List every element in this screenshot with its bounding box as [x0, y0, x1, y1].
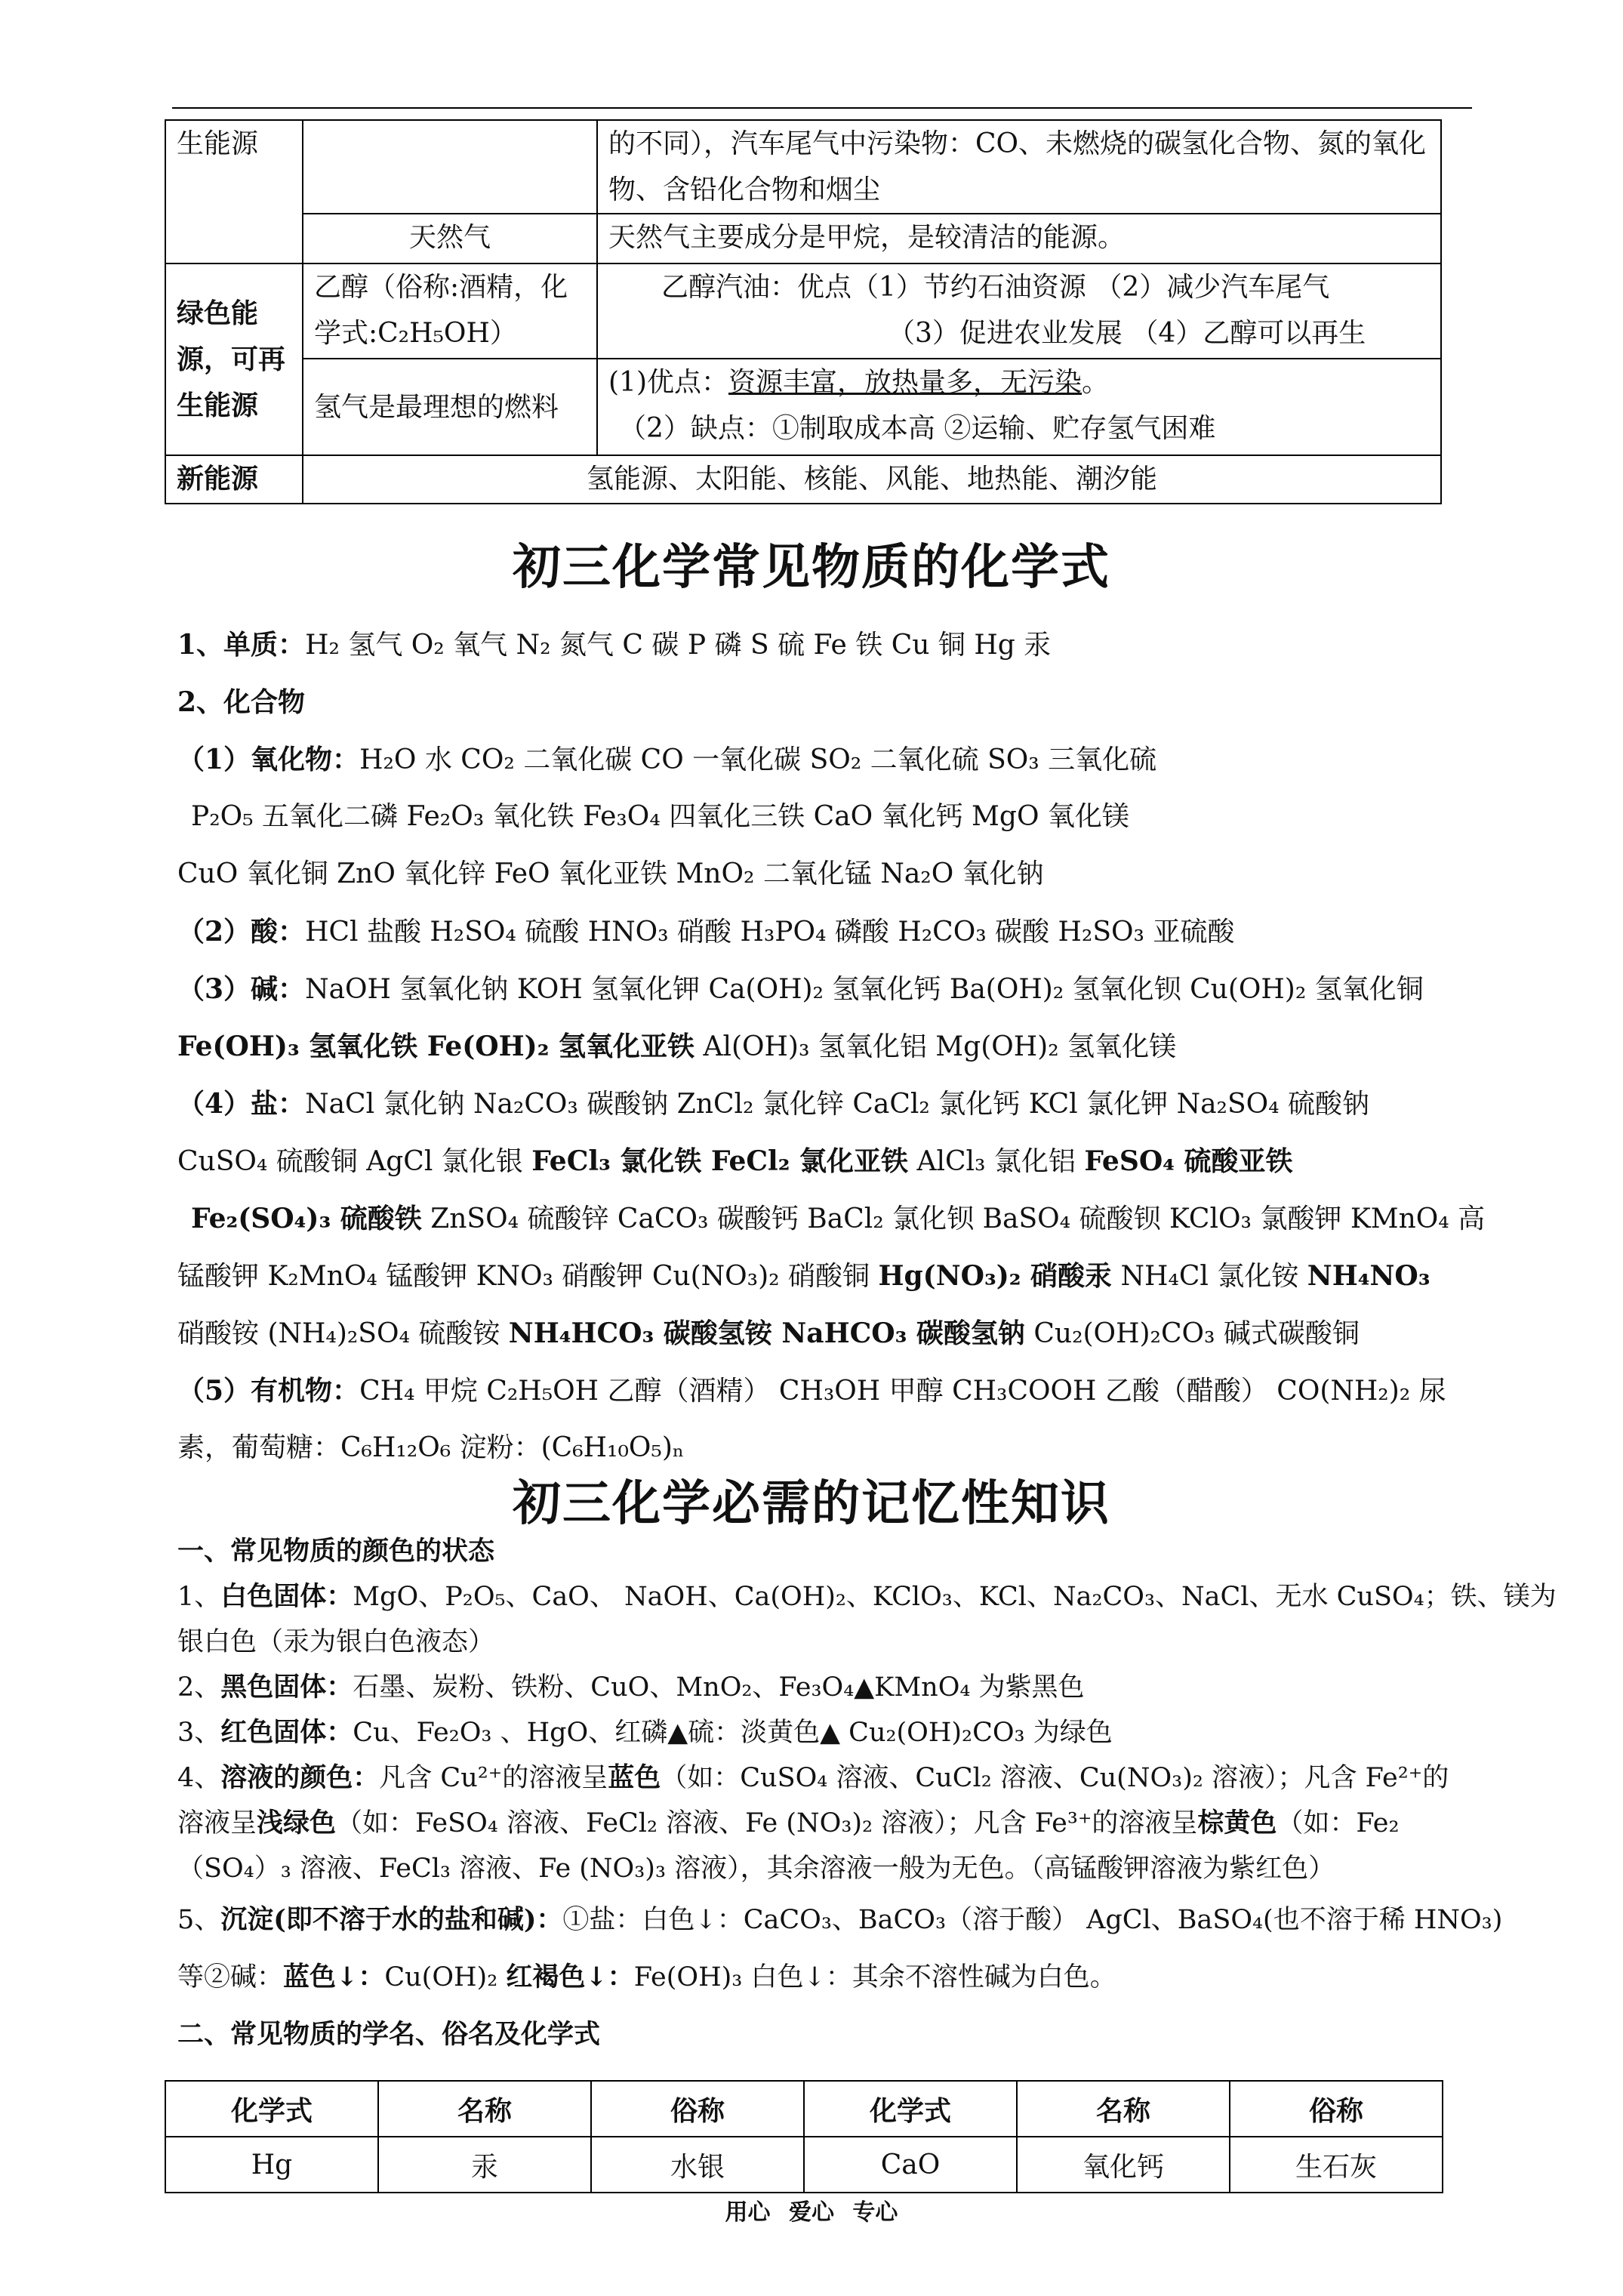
- names-table-cell: 汞: [378, 2137, 591, 2193]
- energy-description-cell: [597, 214, 1441, 264]
- formula-emphasis: Fe₂(SO₄)₃ 硫酸铁: [191, 1203, 422, 1234]
- memory-subheading: 一、常见物质的颜色的状态: [177, 1536, 495, 1567]
- names-table-cell: CaO: [804, 2137, 1017, 2193]
- formula-label: （5）有机物：: [177, 1375, 360, 1407]
- energy-source-label: 氢气是最理想的燃料: [314, 391, 559, 423]
- energy-source-cell: [303, 264, 597, 359]
- formula-line: [177, 616, 1476, 673]
- memory-line: [177, 1891, 1503, 1949]
- hydrogen-advantages-underlined: 资源丰富，放热量多，无污染: [728, 367, 1083, 398]
- memory-text: 石墨、炭粉、铁粉、CuO、MnO₂、Fe₃O₄▲KMnO₄ 为紫黑色: [353, 1672, 1085, 1703]
- table-row: [165, 2137, 1443, 2193]
- formula-emphasis: NH₄HCO₃ 碳酸氢铵 NaHCO₃ 碳酸氢钠: [508, 1318, 1025, 1349]
- formula-label: （1）氧化物：: [177, 744, 360, 775]
- memory-label: 黑色固体：: [220, 1672, 353, 1703]
- formula-label: （4）盐：: [177, 1088, 306, 1120]
- energy-category-label: 绿色能源，可再生能源: [177, 297, 286, 421]
- energy-source-label: 天然气: [408, 222, 491, 253]
- energy-table: [165, 119, 1442, 504]
- memory-text: 等②碱：: [177, 1962, 284, 1992]
- memory-number: 4、: [177, 1763, 221, 1793]
- formula-line: CuO 氧化铜 ZnO 氧化锌 FeO 氧化亚铁 MnO₂ 二氧化锰 Na₂O 氧化钠: [177, 858, 1044, 889]
- energy-description-cell: [597, 120, 1441, 214]
- memory-number: 5、: [177, 1905, 221, 1935]
- formula-line: [177, 1018, 1476, 1075]
- memory-subheading: 二、常见物质的学名、俗名及化学式: [177, 2019, 601, 2050]
- formula-line: [177, 1247, 1476, 1305]
- formula-line: [177, 731, 1476, 788]
- formula-emphasis: FeCl₃ 氯化铁 FeCl₂ 氯化亚铁: [531, 1145, 908, 1177]
- formula-line: [177, 1190, 1486, 1247]
- formula-text: 锰酸钾 K₂MnO₄ 锰酸钾 KNO₃ 硝酸钾 Cu(NO₃)₂ 硝酸铜: [177, 1261, 879, 1292]
- formula-text: AlCl₃ 氯化铝: [908, 1146, 1085, 1177]
- memory-label: 白色固体：: [220, 1581, 353, 1612]
- memory-line: [177, 1755, 1476, 1801]
- memory-text: Cu(OH)₂: [384, 1962, 507, 1992]
- formula-line: [177, 903, 1476, 960]
- energy-description-cell: [597, 264, 1441, 359]
- ethanol-advantages-line1: 乙醇汽油：优点（1）节约石油资源 （2）减少汽车尾气: [661, 272, 1330, 303]
- memory-label: 溶液的颜色：: [220, 1762, 380, 1793]
- energy-source-cell: [303, 214, 597, 264]
- names-table-cell: Hg: [165, 2137, 378, 2193]
- memory-line: [177, 1665, 1476, 1710]
- memory-emphasis: 浅绿色: [257, 1808, 337, 1838]
- memory-text: MgO、P₂O₅、CaO、 NaOH、Ca(OH)₂、KClO₃、KCl、Na₂CO₃、NaCl、无水 CuSO₄；铁、镁为: [353, 1582, 1557, 1612]
- names-table-cell: 水银: [591, 2137, 804, 2193]
- names-table-header-cell: 俗称: [591, 2081, 804, 2137]
- energy-description-cell: [597, 359, 1441, 455]
- formula-subheading: 2、化合物: [177, 686, 306, 718]
- memory-line: [177, 1710, 1476, 1755]
- names-table-cell: 氧化钙: [1017, 2137, 1230, 2193]
- ethanol-advantages-line2: （3）促进农业发展 （4）乙醇可以再生: [888, 318, 1366, 349]
- formula-text: Cu₂(OH)₂CO₃ 碱式碳酸铜: [1024, 1318, 1360, 1349]
- memory-number: 2、: [177, 1672, 221, 1703]
- hydrogen-advantages-suffix: 。: [1082, 367, 1110, 398]
- hydrogen-advantages-prefix: (1)优点：: [608, 367, 728, 398]
- page-footer: 用心 爱心 专心: [725, 2199, 898, 2226]
- formula-line: [177, 1075, 1476, 1133]
- memory-text: ①盐：白色↓：CaCO₃、BaCO₃（溶于酸） AgCl、BaSO₄(也不溶于稀 HNO₃): [562, 1905, 1503, 1935]
- memory-line: （SO₄）₃ 溶液、FeCl₃ 溶液、Fe (NO₃)₃ 溶液），其余溶液一般为无色。（高锰酸钾溶液为紫红色）: [177, 1854, 1335, 1884]
- memory-number: 3、: [177, 1718, 221, 1748]
- hydrogen-disadvantages-line: （2）缺点：①制取成本高 ②运输、贮存氢气困难: [619, 413, 1216, 444]
- formula-line: [177, 1133, 1476, 1190]
- energy-source-cell: [303, 359, 597, 455]
- energy-category-label: 新能源: [177, 463, 259, 495]
- energy-source-cell-empty: [303, 120, 597, 214]
- formula-label: 1、单质：: [177, 629, 306, 661]
- names-table-header-cell: 名称: [1017, 2081, 1230, 2137]
- memory-line: [177, 1949, 1476, 2006]
- formula-text: HCl 盐酸 H₂SO₄ 硫酸 HNO₃ 硝酸 H₃PO₄ 磷酸 H₂CO₃ 碳酸 H₂SO₃ 亚硫酸: [305, 917, 1235, 948]
- formula-text: H₂ 氢气 O₂ 氧气 N₂ 氮气 C 碳 P 磷 S 硫 Fe 铁 Cu 铜 Hg 汞: [305, 630, 1052, 661]
- names-table-header-cell: 俗称: [1230, 2081, 1443, 2137]
- formula-text: 硝酸铵 (NH₄)₂SO₄ 硫酸铵: [177, 1318, 509, 1349]
- names-table-header-cell: 名称: [378, 2081, 591, 2137]
- names-table-header-row: [165, 2081, 1443, 2137]
- names-table-header-cell: 化学式: [165, 2081, 378, 2137]
- formula-line: [177, 960, 1476, 1018]
- formula-emphasis: FeSO₄ 硫酸亚铁: [1084, 1145, 1293, 1177]
- memory-label: 沉淀(即不溶于水的盐和碱)：: [220, 1904, 563, 1935]
- energy-description-text: 天然气主要成分是甲烷，是较清洁的能源。: [608, 222, 1126, 253]
- formula-line: [177, 1362, 1476, 1419]
- memory-number: 1、: [177, 1582, 221, 1612]
- heading-memory-knowledge: 初三化学必需的记忆性知识: [513, 1475, 1110, 1532]
- memory-text: Cu、Fe₂O₃ 、HgO、红磷▲硫：淡黄色▲ Cu₂(OH)₂CO₃ 为绿色: [353, 1718, 1113, 1748]
- names-table-cell: 生石灰: [1230, 2137, 1443, 2193]
- names-table: [165, 2080, 1443, 2193]
- formula-line: [177, 1305, 1476, 1362]
- formula-label: （2）酸：: [177, 916, 306, 948]
- memory-emphasis: 蓝色: [608, 1762, 661, 1793]
- memory-line: 银白色（汞为银白色液态）: [177, 1627, 495, 1657]
- formula-text: Al(OH)₃ 氢氧化铝 Mg(OH)₂ 氢氧化镁: [694, 1031, 1177, 1062]
- memory-line: [177, 1574, 1557, 1620]
- memory-text: （如：CuSO₄ 溶液、CuCl₂ 溶液、Cu(NO₃)₂ 溶液）；凡含 Fe²⁺的: [661, 1763, 1449, 1793]
- formula-line: P₂O₅ 五氧化二磷 Fe₂O₃ 氧化铁 Fe₃O₄ 四氧化三铁 CaO 氧化钙 MgO 氧化镁: [191, 801, 1129, 832]
- memory-text: 凡含 Cu²⁺的溶液呈: [379, 1763, 608, 1793]
- memory-label: 红色固体：: [220, 1717, 353, 1748]
- memory-text: 溶液呈: [177, 1808, 257, 1838]
- formula-line: 素，葡萄糖：C₆H₁₂O₆ 淀粉：(C₆H₁₀O₅)ₙ: [177, 1432, 685, 1463]
- formula-text: ZnSO₄ 硫酸锌 CaCO₃ 碳酸钙 BaCl₂ 氯化钡 BaSO₄ 硫酸钡 KClO₃ 氯酸钾 KMnO₄ 高: [421, 1203, 1486, 1234]
- names-table-header-cell: 化学式: [804, 2081, 1017, 2137]
- new-energy-list-cell: [303, 455, 1441, 504]
- formula-text: NH₄Cl 氯化铵: [1112, 1261, 1307, 1292]
- memory-text: （如：Fe₂: [1277, 1808, 1400, 1838]
- energy-source-label: 乙醇（俗称:酒精，化学式:C₂H₅OH）: [314, 272, 568, 349]
- new-energy-list: 氢能源、太阳能、核能、风能、地热能、潮汐能: [586, 464, 1157, 495]
- energy-description-text: 的不同），汽车尾气中污染物：CO、未燃烧的碳氢化合物、氮的氧化物、含铅化合物和烟尘: [608, 128, 1427, 205]
- memory-emphasis: 红褐色↓：: [506, 1962, 634, 1992]
- formula-emphasis: Hg(NO₃)₂ 硝酸汞: [878, 1260, 1113, 1292]
- memory-emphasis: 棕黄色: [1197, 1808, 1277, 1838]
- hydrogen-advantages-line: [608, 359, 1430, 405]
- formula-text: H₂O 水 CO₂ 二氧化碳 CO 一氧化碳 SO₂ 二氧化硫 SO₃ 三氧化硫: [359, 744, 1157, 775]
- formula-text: NaOH 氢氧化钠 KOH 氢氧化钾 Ca(OH)₂ 氢氧化钙 Ba(OH)₂ 氢氧化钡 Cu(OH)₂ 氢氧化铜: [305, 974, 1424, 1005]
- energy-category-cell: [165, 264, 303, 455]
- energy-category-cell: [165, 455, 303, 504]
- formula-text: NaCl 氯化钠 Na₂CO₃ 碳酸钠 ZnCl₂ 氯化锌 CaCl₂ 氯化钙 KCl 氯化钾 Na₂SO₄ 硫酸钠: [305, 1089, 1370, 1120]
- formula-text: CuSO₄ 硫酸铜 AgCl 氯化银: [177, 1146, 532, 1177]
- formula-text: CH₄ 甲烷 C₂H₅OH 乙醇（酒精） CH₃OH 甲醇 CH₃COOH 乙酸（醋酸） CO(NH₂)₂ 尿: [359, 1376, 1446, 1407]
- memory-line: [177, 1801, 1476, 1846]
- memory-section: [177, 1529, 1557, 2063]
- formula-emphasis: NH₄NO₃: [1307, 1260, 1431, 1292]
- formula-label: （3）碱：: [177, 973, 306, 1005]
- memory-text: Fe(OH)₃ 白色↓：其余不溶性碱为白色。: [633, 1962, 1116, 1992]
- formulas-section: [177, 616, 1486, 1477]
- header-rule: [172, 107, 1472, 109]
- memory-text: （如：FeSO₄ 溶液、FeCl₂ 溶液、Fe (NO₃)₂ 溶液）；凡含 Fe³⁺的溶液呈: [336, 1808, 1198, 1838]
- energy-category-cell: [165, 120, 303, 264]
- formula-emphasis: Fe(OH)₃ 氢氧化铁 Fe(OH)₂ 氢氧化亚铁: [177, 1031, 695, 1062]
- energy-category-label: 生能源: [177, 128, 259, 159]
- memory-emphasis: 蓝色↓：: [283, 1962, 385, 1992]
- heading-common-formulas: 初三化学常见物质的化学式: [513, 539, 1110, 596]
